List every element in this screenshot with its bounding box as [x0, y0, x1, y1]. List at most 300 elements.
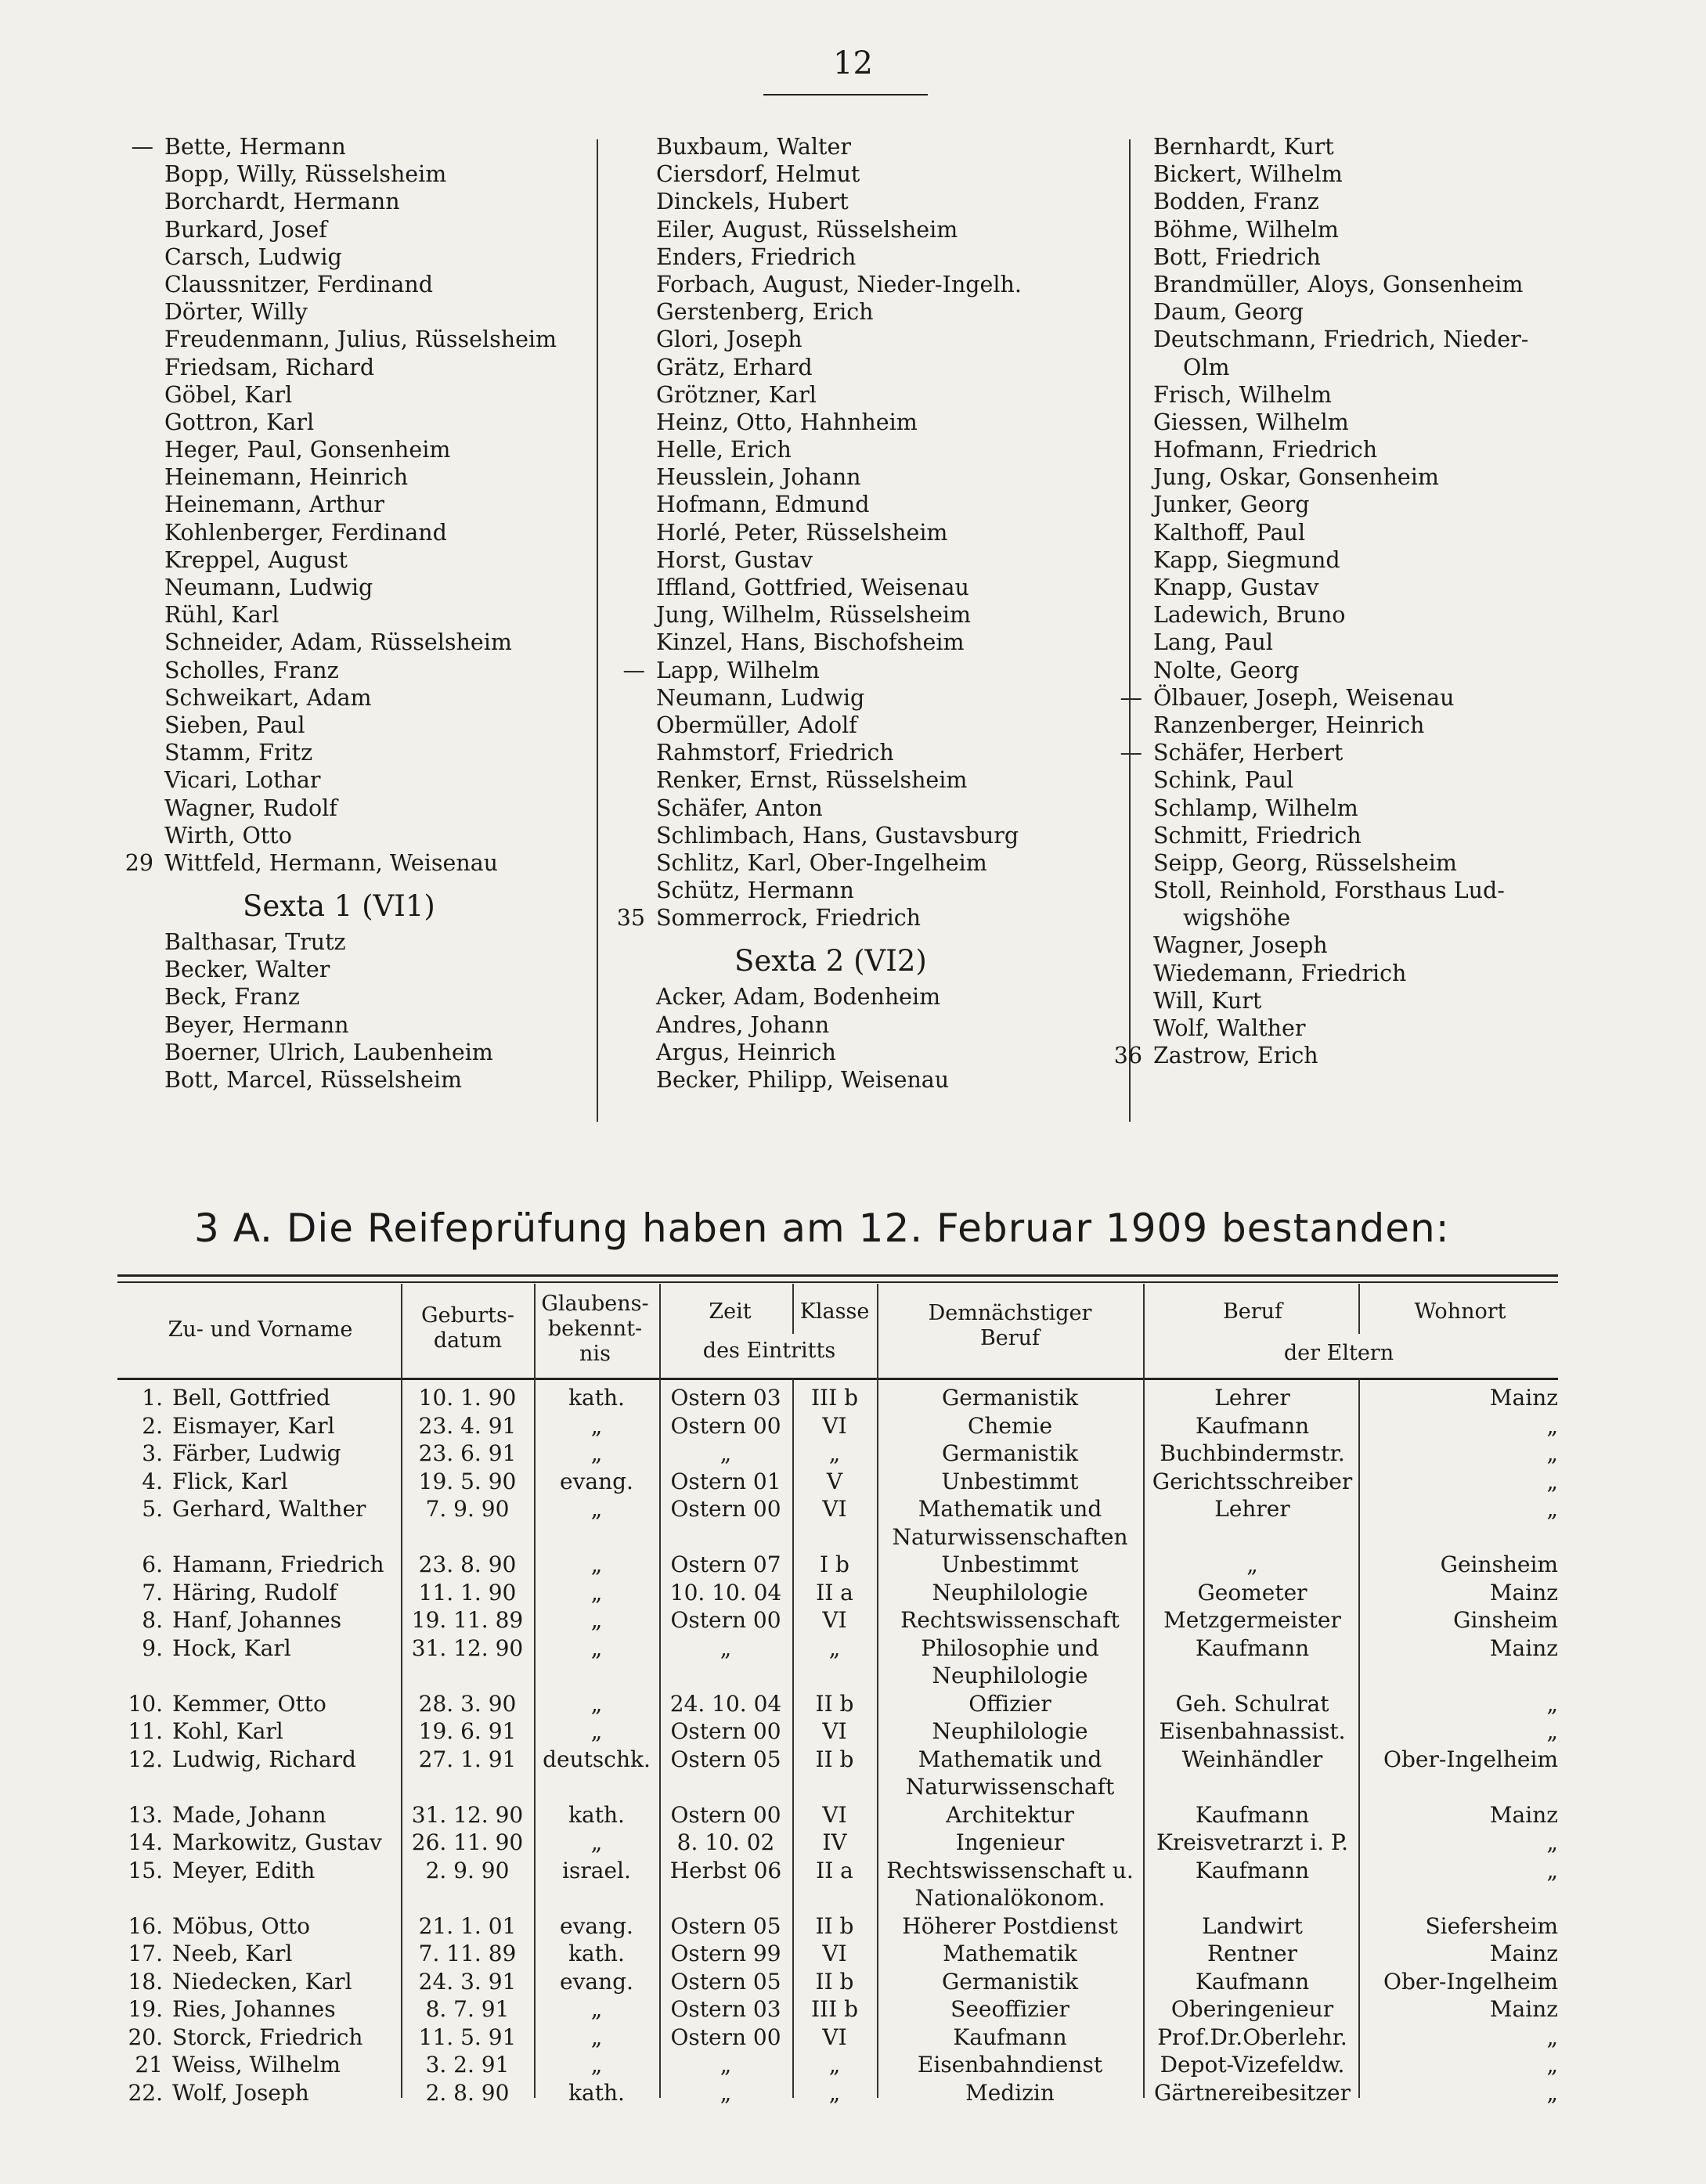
entry-marker: 29: [124, 849, 153, 876]
table-top-rule: [117, 1274, 1558, 1277]
student-name: Flick, Karl: [172, 1468, 288, 1494]
student-entry: [1113, 1042, 1576, 1069]
student-entry: [164, 354, 579, 381]
page-number: 12: [833, 45, 873, 81]
student-name: Iffland, Gottfried, Weisenau: [656, 575, 969, 600]
parent-profession: Kaufmann: [1195, 1968, 1310, 1995]
entry-class: VI: [822, 1718, 847, 1744]
table-title: 3 A. Die Reifeprüfung haben am 12. Februar 1909 bestanden:: [194, 1206, 1450, 1251]
parent-profession: Rentner: [1207, 1941, 1297, 1966]
student-entry: [1153, 409, 1576, 436]
student-entry: [1153, 216, 1576, 243]
student-name: Lapp, Wilhelm: [656, 657, 820, 683]
intended-profession: Seeoffizier: [950, 1996, 1069, 2022]
student-entry: [164, 491, 579, 518]
parent-residence: „: [1546, 1496, 1558, 1522]
student-name: Weiss, Wilhelm: [172, 2052, 341, 2078]
student-name: Schink, Paul: [1153, 767, 1294, 794]
student-name: Sommerrock, Friedrich: [656, 905, 922, 932]
confession: israel.: [562, 1857, 631, 1883]
entry-class: VI: [822, 1496, 847, 1522]
table-vline: [1358, 1284, 1360, 1334]
student-name: Deutschmann, Friedrich, Nieder-: [1153, 326, 1529, 353]
table-row: [117, 1634, 1558, 1690]
student-name: Acker, Adam, Bodenheim: [656, 984, 941, 1011]
table-row: [117, 1995, 1558, 2024]
student-name: Olm: [1183, 354, 1230, 380]
parent-profession: Kaufmann: [1195, 1634, 1310, 1661]
student-entry: [164, 795, 579, 822]
student-entry: [1153, 1015, 1576, 1042]
parent-residence: „: [1546, 1412, 1558, 1439]
student-name: Ölbauer, Joseph, Weisenau: [1153, 684, 1455, 711]
table-row: [117, 2079, 1558, 2107]
student-entry: [164, 271, 579, 298]
student-entry: [656, 409, 1126, 436]
parent-profession: Geometer: [1197, 1579, 1307, 1606]
student-name: Hofmann, Friedrich: [1153, 437, 1378, 463]
student-name: Junker, Georg: [1153, 492, 1310, 518]
entry-time: Ostern 05: [670, 1746, 781, 1772]
intended-profession: Ingenieur: [955, 1829, 1065, 1855]
intended-profession: Unbestimmt: [941, 1468, 1079, 1494]
confession: evang.: [560, 1968, 633, 1995]
intended-profession: Neuphilologie: [932, 1718, 1088, 1744]
birth-date: 31. 12. 90: [411, 1634, 524, 1661]
student-name: Färber, Ludwig: [172, 1440, 341, 1466]
student-entry: [1153, 326, 1576, 353]
student-name: Bott, Friedrich: [1153, 243, 1321, 270]
confession: „: [590, 1718, 603, 1744]
student-entry: [656, 849, 1126, 877]
entry-class: II b: [815, 1690, 854, 1717]
row-number: 11.: [128, 1718, 163, 1744]
student-entry: [1153, 160, 1576, 188]
student-entry: [164, 739, 579, 766]
student-entry: [1153, 546, 1576, 574]
student-name: Becker, Walter: [164, 957, 330, 983]
header-klasse: Klasse: [799, 1299, 870, 1324]
table-top-rule: [117, 1281, 1558, 1283]
student-name: Will, Kurt: [1153, 987, 1262, 1014]
table-row: [117, 1384, 1558, 1412]
table-row: [117, 2024, 1558, 2052]
student-name: Rahmstorf, Friedrich: [656, 740, 894, 766]
student-name: Lang, Paul: [1153, 629, 1273, 656]
intended-profession: Germanistik: [941, 1440, 1079, 1466]
student-name: Dörter, Willy: [164, 299, 308, 326]
student-name: Frisch, Wilhelm: [1153, 381, 1332, 408]
student-name: Ludwig, Richard: [172, 1746, 356, 1772]
row-number: 8.: [142, 1607, 163, 1633]
parent-residence: „: [1546, 1440, 1558, 1466]
row-number: 21: [135, 2052, 163, 2078]
student-entry: [656, 795, 1126, 822]
student-name: Wagner, Rudolf: [164, 795, 337, 821]
parent-residence: Mainz: [1489, 1801, 1558, 1828]
student-entry: [656, 243, 1126, 271]
student-entry: [164, 216, 579, 243]
entry-time: 24. 10. 04: [669, 1690, 782, 1717]
table-row: [117, 1579, 1558, 1607]
student-name: Helle, Erich: [656, 437, 792, 463]
confession: evang.: [560, 1468, 633, 1494]
entry-marker: —: [1120, 684, 1142, 711]
student-name: Markowitz, Gustav: [172, 1829, 382, 1855]
table-vline: [792, 1284, 794, 1334]
student-entry: [1153, 657, 1576, 684]
entry-class: II b: [815, 1968, 854, 1995]
header-glaubensbekenntnis: Glaubens- bekennt- nis: [541, 1292, 649, 1366]
student-name: Schütz, Hermann: [656, 878, 854, 904]
table-row: [117, 1829, 1558, 1857]
intended-profession: Rechtswissenschaft u. Nationalökonom.: [886, 1857, 1134, 1911]
student-name: Knapp, Gustav: [1153, 575, 1319, 600]
parent-residence: „: [1546, 1857, 1558, 1883]
student-entry: [656, 354, 1126, 381]
row-number: 10.: [128, 1690, 163, 1717]
student-name: Argus, Heinrich: [656, 1039, 836, 1065]
parent-profession: Gärtnereibesitzer: [1154, 2079, 1351, 2106]
entry-time: „: [720, 1440, 732, 1466]
student-name: Schmitt, Friedrich: [1153, 822, 1362, 849]
intended-profession: Medizin: [965, 2079, 1055, 2106]
student-name: Jung, Oskar, Gonsenheim: [1153, 464, 1439, 491]
entry-time: Ostern 00: [670, 2024, 781, 2050]
header-name: Zu- und Vorname: [168, 1317, 353, 1342]
student-entry: [1153, 519, 1576, 546]
student-entry: [1153, 601, 1576, 629]
student-name: Bernhardt, Kurt: [1153, 134, 1334, 160]
row-number: 1.: [142, 1385, 163, 1411]
parent-residence: Mainz: [1489, 1385, 1558, 1411]
student-name: Gerstenberg, Erich: [656, 299, 874, 326]
parent-residence: Mainz: [1489, 1996, 1558, 2022]
entry-time: Herbst 06: [669, 1857, 782, 1883]
parent-profession: Prof.Dr.Oberlehr.: [1157, 2024, 1347, 2050]
parent-residence: Ober-Ingelheim: [1383, 1746, 1558, 1772]
student-name: Carsch, Ludwig: [164, 243, 342, 270]
student-entry: [656, 491, 1126, 518]
student-name: Neumann, Ludwig: [656, 684, 865, 711]
student-name: Eismayer, Karl: [172, 1412, 335, 1439]
confession: kath.: [568, 1801, 625, 1828]
student-name: Heusslein, Johann: [656, 464, 861, 491]
birth-date: 8. 7. 91: [425, 1996, 510, 2022]
row-number: 16.: [128, 1912, 163, 1939]
student-entry: [164, 574, 579, 601]
parent-profession: Kaufmann: [1195, 1801, 1310, 1828]
row-number: 15.: [128, 1857, 163, 1883]
entry-class: „: [828, 1440, 841, 1466]
parent-profession: Weinhändler: [1181, 1746, 1323, 1772]
student-entry: [124, 849, 579, 877]
student-name: Stoll, Reinhold, Forsthaus Lud-: [1153, 878, 1505, 904]
student-entry: [656, 298, 1126, 326]
student-entry: [1153, 436, 1576, 463]
row-number: 13.: [128, 1801, 163, 1828]
student-name: Becker, Philipp, Weisenau: [656, 1067, 950, 1093]
student-name: Wagner, Joseph: [1153, 932, 1328, 959]
birth-date: 23. 6. 91: [418, 1440, 517, 1466]
entry-time: Ostern 00: [670, 1412, 781, 1439]
entry-time: Ostern 07: [670, 1552, 781, 1577]
intended-profession: Höherer Postdienst: [902, 1912, 1118, 1939]
entry-time: 10. 10. 04: [669, 1579, 782, 1606]
student-entry: [656, 629, 1126, 656]
header-des-eintritts: des Eintritts: [702, 1339, 836, 1363]
header-geburtsdatum: Geburts- datum: [421, 1303, 514, 1353]
intended-profession: Rechtswissenschaft: [900, 1607, 1120, 1633]
intended-profession: Mathematik: [943, 1941, 1077, 1966]
student-name: Kreppel, August: [164, 546, 348, 573]
student-entry: [164, 519, 579, 546]
header-der-eltern: der Eltern: [1283, 1341, 1394, 1365]
student-name: Sieben, Paul: [164, 712, 305, 738]
student-entry: [656, 519, 1126, 546]
entry-time: Ostern 05: [670, 1968, 781, 1995]
student-entry: [656, 188, 1126, 215]
student-entry: [656, 983, 1126, 1011]
row-number: 20.: [128, 2024, 163, 2050]
student-entry: [1153, 629, 1576, 656]
student-name: Schlamp, Wilhelm: [1153, 795, 1358, 821]
entry-time: Ostern 00: [670, 1496, 781, 1522]
student-name: Buxbaum, Walter: [656, 134, 851, 160]
intended-profession: Chemie: [967, 1412, 1053, 1439]
student-name: Schweikart, Adam: [164, 684, 372, 711]
student-name: Kohl, Karl: [172, 1718, 283, 1744]
student-name: Bette, Hermann: [164, 134, 346, 160]
student-name: Schäfer, Anton: [656, 795, 823, 821]
student-name: Grötzner, Karl: [656, 381, 817, 408]
column-divider: [597, 139, 598, 1122]
student-name: Kinzel, Hans, Bischofsheim: [656, 629, 965, 656]
student-entry: [656, 822, 1126, 849]
student-entry: [164, 188, 579, 215]
student-name: Nolte, Georg: [1153, 657, 1300, 683]
student-name: Boerner, Ulrich, Laubenheim: [164, 1039, 493, 1065]
parent-residence: „: [1546, 2024, 1558, 2050]
student-entry: [656, 574, 1126, 601]
parent-residence: „: [1546, 2052, 1558, 2078]
student-name: Wolf, Joseph: [172, 2079, 309, 2106]
confession: evang.: [560, 1912, 633, 1939]
intended-profession: Germanistik: [941, 1385, 1079, 1411]
entry-time: 8. 10. 02: [676, 1829, 775, 1855]
entry-marker: 36: [1113, 1043, 1142, 1069]
parent-profession: Buchbindermstr.: [1160, 1440, 1345, 1466]
entry-class: II b: [815, 1746, 854, 1772]
student-name: Giessen, Wilhelm: [1153, 409, 1349, 435]
row-number: 14.: [128, 1829, 163, 1855]
student-name: Glori, Joseph: [656, 326, 803, 353]
birth-date: 26. 11. 90: [411, 1829, 524, 1855]
confession: „: [590, 1634, 603, 1661]
header-zeit: Zeit: [709, 1299, 752, 1324]
student-entry: [131, 133, 579, 160]
student-entry: [656, 877, 1126, 904]
intended-profession: Unbestimmt: [941, 1552, 1079, 1577]
row-number: 5.: [142, 1496, 163, 1522]
row-number: 17.: [128, 1941, 163, 1966]
class-heading: Sexta 2 (VI2): [734, 944, 927, 978]
student-name: Jung, Wilhelm, Rüsselsheim: [656, 602, 972, 629]
table-row: [117, 1468, 1558, 1496]
student-entry: [164, 463, 579, 491]
birth-date: 23. 8. 90: [418, 1552, 517, 1577]
entry-class: „: [828, 2079, 841, 2106]
student-name: Wirth, Otto: [164, 822, 292, 849]
column-divider: [1129, 139, 1131, 1122]
confession: deutschk.: [543, 1746, 651, 1772]
entry-class: VI: [822, 1941, 847, 1966]
entry-time: „: [720, 2079, 732, 2106]
birth-date: 31. 12. 90: [411, 1801, 524, 1828]
parent-profession: „: [1246, 1552, 1258, 1577]
header-eltern-beruf: Beruf: [1222, 1299, 1283, 1324]
parent-profession: Depot-Vizefeldw.: [1160, 2052, 1345, 2078]
page-number-rule: [763, 94, 928, 96]
student-entry: [164, 243, 579, 271]
confession: „: [590, 1690, 603, 1717]
student-entry: [164, 1011, 579, 1039]
student-name: Friedsam, Richard: [164, 354, 375, 380]
student-name: Brandmüller, Aloys, Gonsenheim: [1153, 271, 1524, 297]
student-name: Storck, Friedrich: [172, 2024, 363, 2050]
table-row: [117, 1690, 1558, 1718]
entry-marker: —: [131, 134, 153, 160]
row-number: 3.: [142, 1440, 163, 1466]
student-name: Horlé, Peter, Rüsselsheim: [656, 519, 948, 546]
student-name: Heinemann, Arthur: [164, 492, 384, 518]
student-entry: [616, 904, 1126, 932]
birth-date: 2. 9. 90: [425, 1857, 510, 1883]
parent-profession: Kaufmann: [1195, 1412, 1310, 1439]
student-entry: [1153, 795, 1576, 822]
student-name: Heinz, Otto, Hahnheim: [656, 409, 918, 435]
student-name: Dinckels, Hubert: [656, 189, 849, 215]
confession: „: [590, 2024, 603, 2050]
parent-residence: Mainz: [1489, 1579, 1558, 1606]
student-entry: [1120, 739, 1576, 766]
student-name: Schlimbach, Hans, Gustavsburg: [656, 822, 1019, 849]
entry-class: „: [828, 1634, 841, 1661]
student-entry: [1153, 932, 1576, 959]
student-entry: [1153, 960, 1576, 987]
student-entry: [1153, 188, 1576, 215]
student-entry: [1153, 574, 1576, 601]
table-row: [117, 1857, 1558, 1912]
student-entry: [656, 1066, 1126, 1094]
student-name: Heinemann, Heinrich: [164, 464, 409, 491]
entry-marker: 35: [616, 905, 645, 932]
student-name: Bickert, Wilhelm: [1153, 161, 1343, 188]
intended-profession: Germanistik: [941, 1968, 1079, 1995]
entry-class: III b: [810, 1385, 858, 1411]
student-entry: [656, 216, 1126, 243]
confession: kath.: [568, 1941, 625, 1966]
student-name: Burkard, Josef: [164, 216, 327, 243]
student-entry: [1153, 133, 1576, 160]
student-entry: [164, 160, 579, 188]
parent-profession: Metzgermeister: [1163, 1607, 1341, 1633]
student-entry: [656, 133, 1126, 160]
birth-date: 2. 8. 90: [425, 2079, 510, 2106]
entry-class: IV: [822, 1829, 847, 1855]
student-name: Bott, Marcel, Rüsselsheim: [164, 1067, 463, 1093]
student-name: Daum, Georg: [1153, 299, 1304, 326]
entry-marker: —: [1120, 740, 1142, 766]
student-name: Meyer, Edith: [172, 1857, 316, 1883]
student-entry: [164, 712, 579, 739]
table-row: [117, 2051, 1558, 2079]
row-number: 22.: [128, 2079, 163, 2106]
student-name: Eiler, August, Rüsselsheim: [656, 216, 958, 243]
parent-residence: „: [1546, 1468, 1558, 1494]
student-name: Kalthoff, Paul: [1153, 519, 1306, 546]
parent-residence: Ginsheim: [1453, 1607, 1558, 1633]
entry-class: VI: [822, 1607, 847, 1633]
entry-class: I b: [820, 1552, 849, 1577]
parent-residence: Siefersheim: [1425, 1912, 1558, 1939]
student-name: Bodden, Franz: [1153, 189, 1319, 215]
student-name: Made, Johann: [172, 1801, 326, 1828]
student-entry: [1153, 271, 1576, 298]
intended-profession: Mathematik und Naturwissenschaft: [905, 1746, 1115, 1800]
intended-profession: Philosophie und Neuphilologie: [921, 1634, 1099, 1688]
parent-profession: Landwirt: [1202, 1912, 1303, 1939]
student-name: Grätz, Erhard: [656, 354, 813, 380]
student-entry: [164, 546, 579, 574]
student-name: Freudenmann, Julius, Rüsselsheim: [164, 326, 557, 353]
table-header-rule: [117, 1378, 1558, 1380]
entry-time: Ostern 00: [670, 1718, 781, 1744]
student-entry: [164, 822, 579, 849]
student-entry: [164, 629, 579, 656]
class-heading: Sexta 1 (VI1): [243, 889, 435, 924]
student-entry: [1153, 298, 1576, 326]
student-name: Schneider, Adam, Rüsselsheim: [164, 629, 512, 656]
table-row: [117, 1801, 1558, 1829]
birth-date: 19. 11. 89: [411, 1607, 524, 1633]
student-entry: [656, 1039, 1126, 1066]
birth-date: 7. 9. 90: [425, 1496, 510, 1522]
entry-marker: —: [622, 657, 645, 683]
table-row: [117, 1968, 1558, 1996]
confession: „: [590, 2052, 603, 2078]
student-entry: [164, 1039, 579, 1066]
parent-profession: Eisenbahnassist.: [1159, 1718, 1346, 1744]
birth-date: 24. 3. 91: [418, 1968, 517, 1995]
parent-residence: „: [1546, 1829, 1558, 1855]
confession: kath.: [568, 2079, 625, 2106]
student-name: Hofmann, Edmund: [656, 492, 870, 518]
student-entry: [656, 271, 1126, 298]
parent-profession: Gerichtsschreiber: [1152, 1468, 1353, 1494]
student-name: Horst, Gustav: [656, 546, 813, 573]
entry-time: „: [720, 2052, 732, 2078]
student-name: wigshöhe: [1183, 905, 1291, 932]
student-name: Kemmer, Otto: [172, 1690, 326, 1717]
parent-profession: Oberingenieur: [1170, 1996, 1334, 2022]
birth-date: 19. 5. 90: [418, 1468, 517, 1494]
student-name: Beyer, Hermann: [164, 1011, 349, 1038]
student-entry: [656, 684, 1126, 712]
student-entry: [164, 409, 579, 436]
student-name: Ries, Johannes: [172, 1996, 336, 2022]
student-name: Forbach, August, Nieder-Ingelh.: [656, 271, 1022, 297]
